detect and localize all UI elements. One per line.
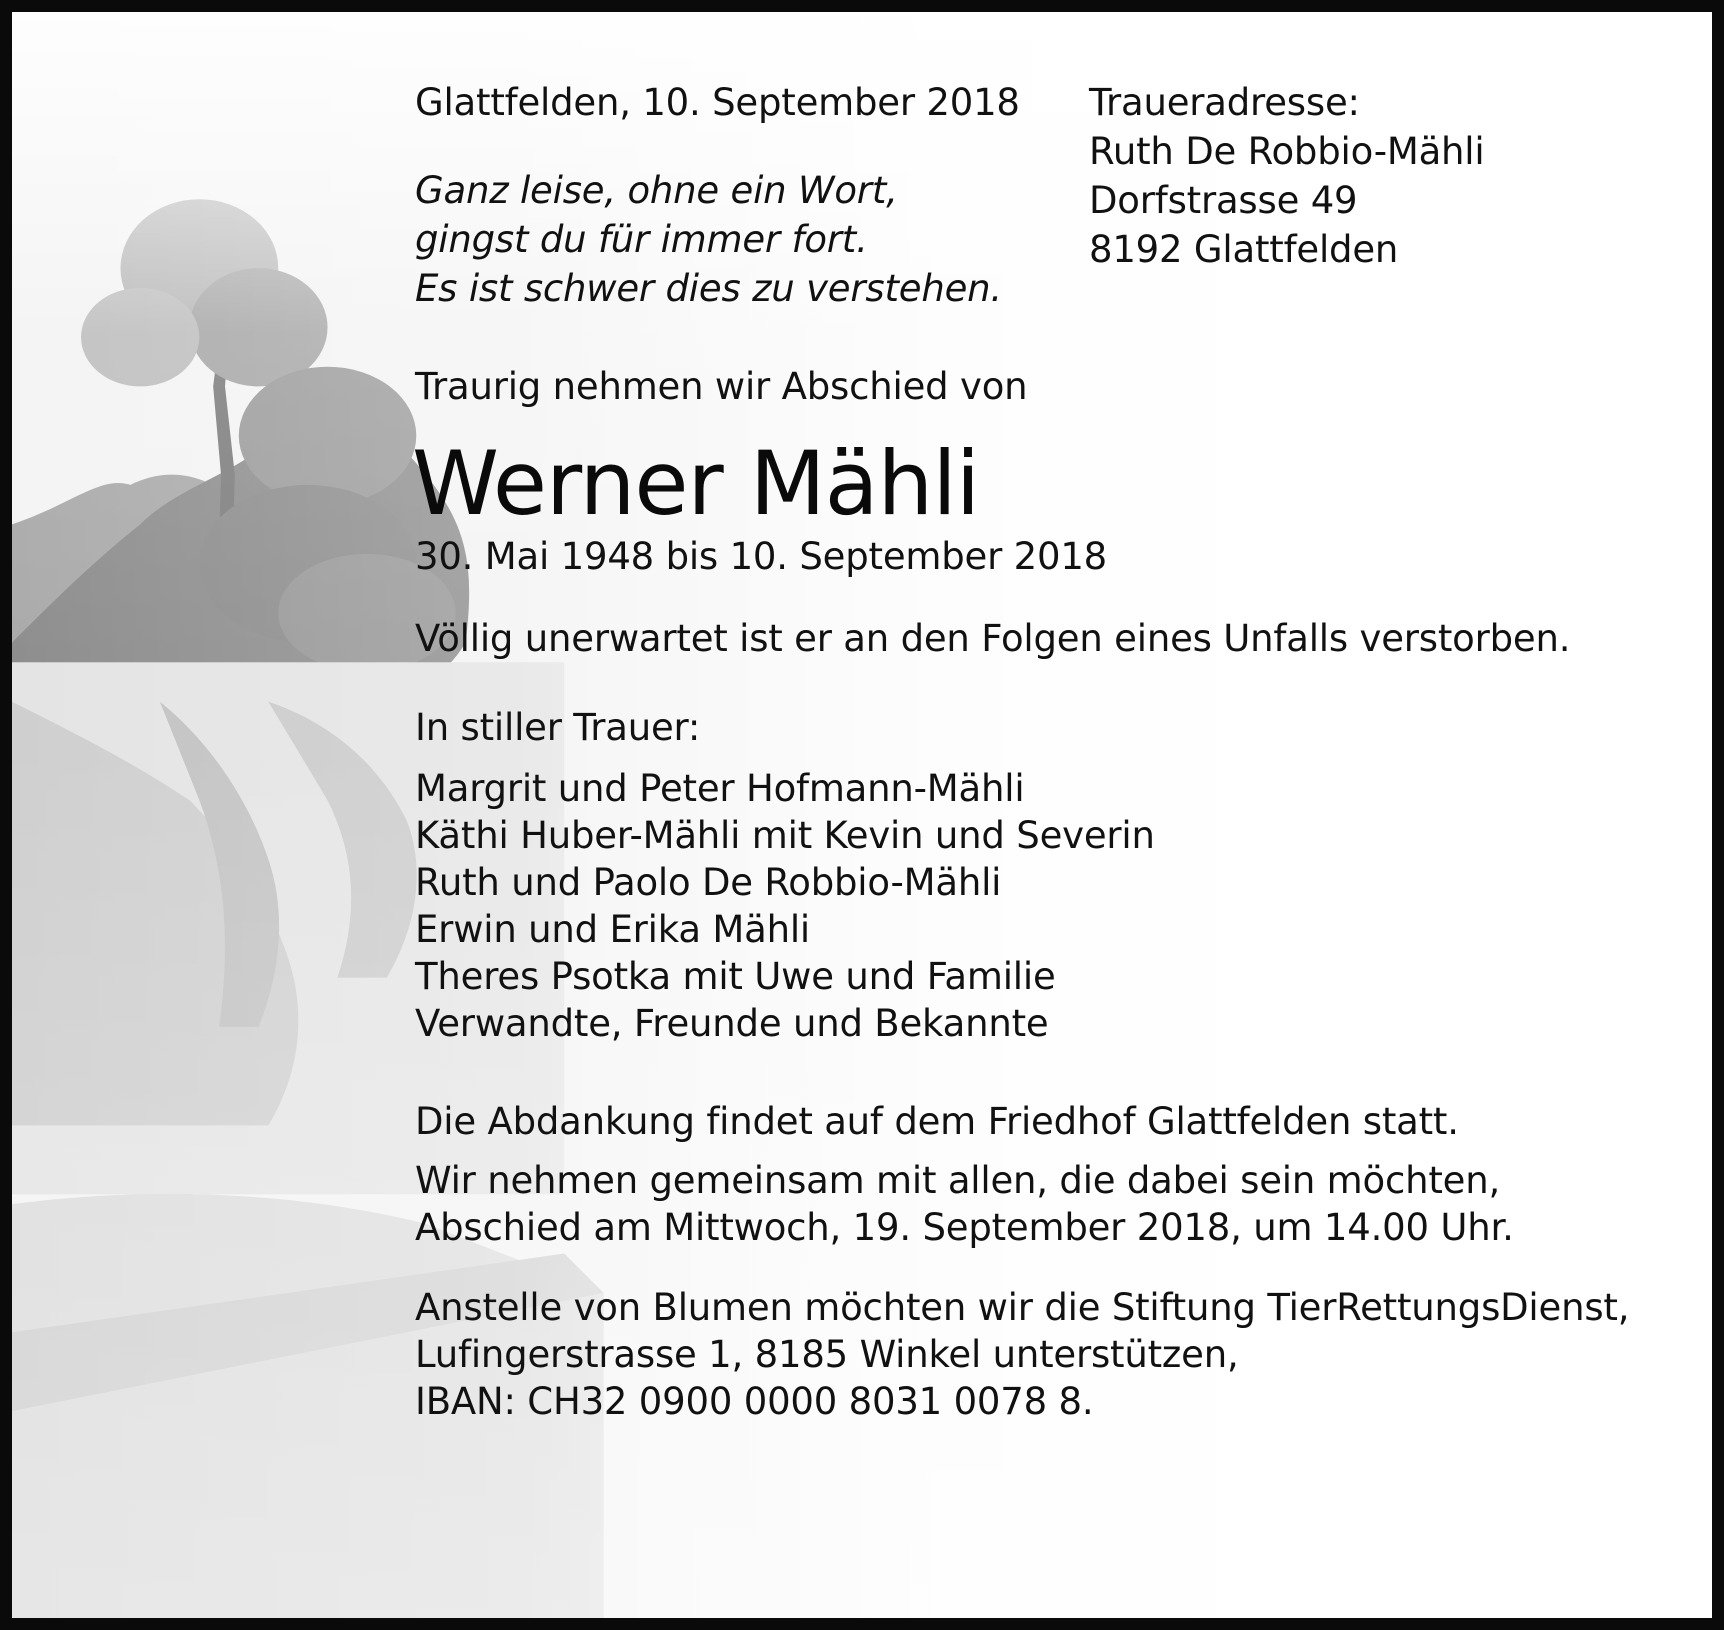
- place-date: Glattfelden, 10. September 2018: [415, 81, 1020, 124]
- poem-line: gingst du für immer fort.: [415, 218, 868, 261]
- mourner-line: Margrit und Peter Hofmann-Mähli: [415, 767, 1025, 810]
- mourner-line: Verwandte, Freunde und Bekannte: [415, 1002, 1049, 1045]
- mourners-label: In stiller Trauer:: [415, 706, 701, 749]
- address-line: Dorfstrasse 49: [1089, 179, 1358, 222]
- ceremony-line: Wir nehmen gemeinsam mit allen, die dabei sein möchten,: [415, 1159, 1501, 1202]
- mourner-line: Erwin und Erika Mähli: [415, 908, 810, 951]
- intro-text: Traurig nehmen wir Abschied von: [415, 365, 1028, 408]
- ceremony-line: Die Abdankung findet auf dem Friedhof Glattfelden statt.: [415, 1100, 1459, 1143]
- cause-text: Völlig unerwartet ist er an den Folgen eines Unfalls verstorben.: [415, 617, 1571, 660]
- poem-line: Ganz leise, ohne ein Wort,: [415, 169, 898, 212]
- donation-line: Anstelle von Blumen möchten wir die Stiftung TierRettungsDienst,: [415, 1286, 1630, 1329]
- deceased-name: Werner Mähli: [412, 432, 980, 535]
- mourner-line: Ruth und Paolo De Robbio-Mähli: [415, 861, 1002, 904]
- mourner-line: Käthi Huber-Mähli mit Kevin und Severin: [415, 814, 1155, 857]
- mourner-line: Theres Psotka mit Uwe und Familie: [415, 955, 1056, 998]
- life-dates: 30. Mai 1948 bis 10. September 2018: [415, 535, 1108, 578]
- donation-line: Lufingerstrasse 1, 8185 Winkel unterstützen,: [415, 1333, 1239, 1376]
- ceremony-line: Abschied am Mittwoch, 19. September 2018, um 14.00 Uhr.: [415, 1206, 1514, 1249]
- address-line: 8192 Glattfelden: [1089, 228, 1399, 271]
- poem-line: Es ist schwer dies zu verstehen.: [415, 267, 1002, 310]
- donation-line: IBAN: CH32 0900 0000 8031 0078 8.: [415, 1380, 1094, 1423]
- address-line: Ruth De Robbio-Mähli: [1089, 130, 1485, 173]
- address-label: Traueradresse:: [1089, 81, 1360, 124]
